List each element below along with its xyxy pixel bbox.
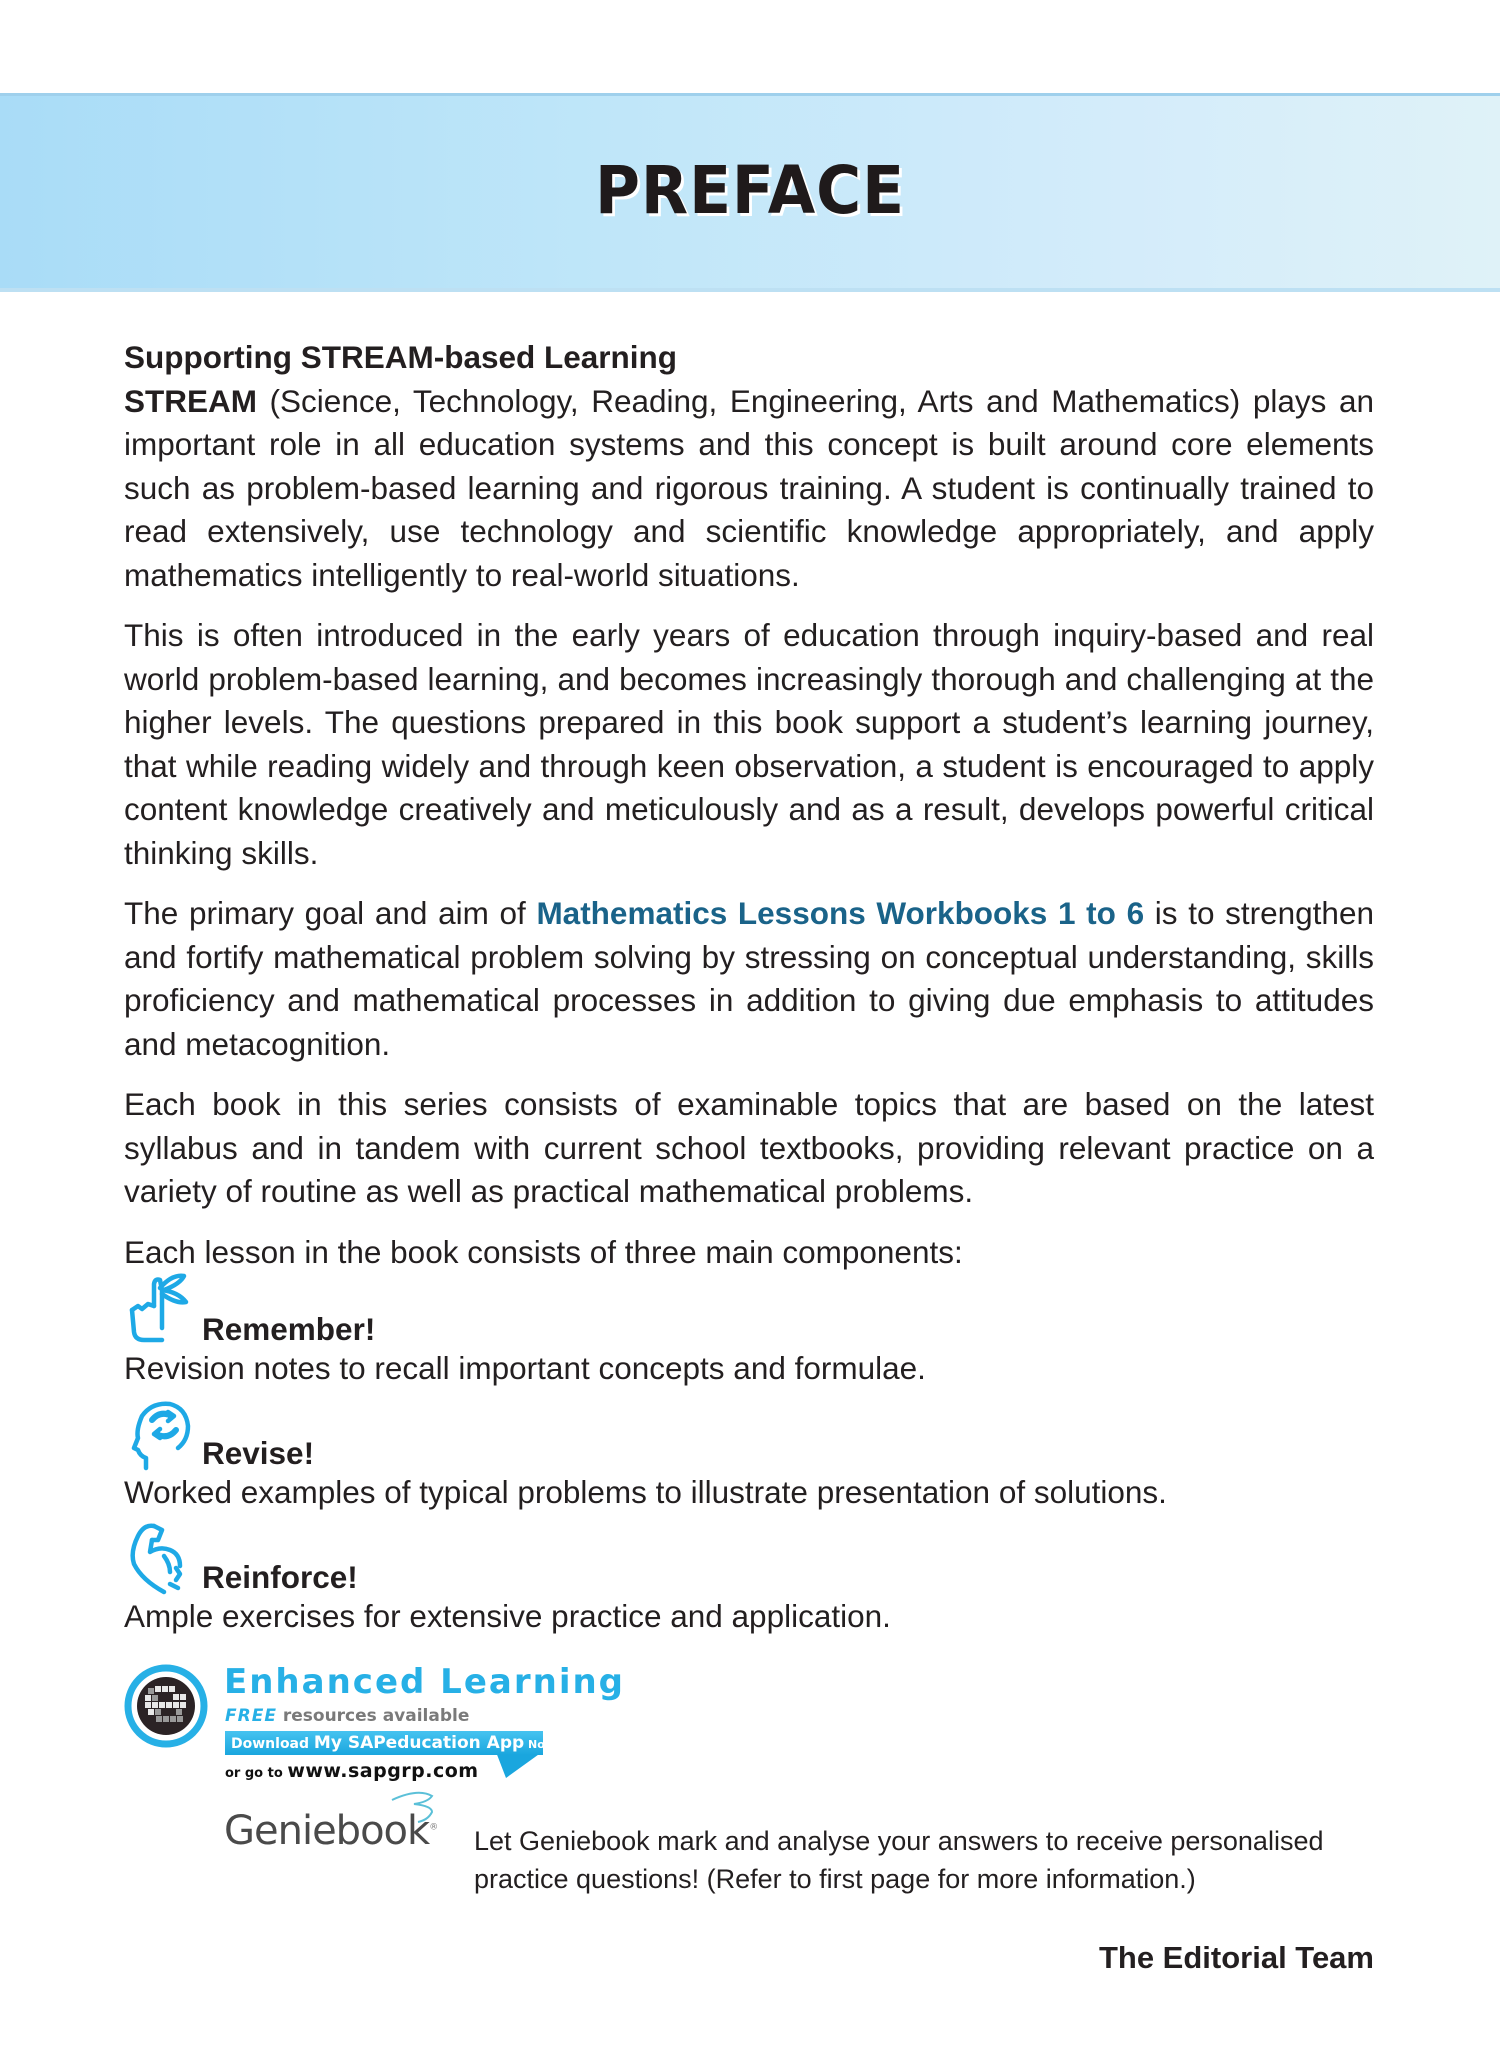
sap-app-logo-icon xyxy=(124,1664,208,1748)
paragraph-stream: STREAM (Science, Technology, Reading, Engineering, Arts and Mathematics) plays an important role in all education systems and this concept is built around core elements such as problem-based learning and rigorous training. A student is continually trained to read extensively, use technology and scientific knowledge appropriately, and apply mathematics intelligently to real-world situations. xyxy=(124,382,1374,593)
component-reinforce xyxy=(124,1522,1374,1636)
component-description: Revision notes to recall important concepts and formulae. xyxy=(124,1350,926,1386)
page-title: PREFACE xyxy=(594,152,906,229)
paragraph-components-intro: Each lesson in the book consists of three main components: xyxy=(124,1233,963,1270)
component-remember xyxy=(124,1274,1374,1388)
component-revise xyxy=(124,1398,1374,1512)
title-banner xyxy=(0,93,1500,292)
speech-bubble-tail xyxy=(496,1752,542,1778)
preface-body xyxy=(124,336,1374,1646)
geniebook-description: Let Geniebook mark and analyse your answers to receive personalised practice questions! (Refer to first page for more information.) xyxy=(474,1826,1324,1894)
stream-term: STREAM xyxy=(124,382,257,419)
component-description: Worked examples of typical problems to illustrate presentation of solutions. xyxy=(124,1474,1167,1510)
enhanced-learning-title: Enhanced Learning xyxy=(224,1662,626,1702)
section-heading: Supporting STREAM-based Learning xyxy=(124,339,678,375)
flexed-arm-icon xyxy=(124,1518,202,1596)
finger-ribbon-icon xyxy=(124,1270,202,1348)
component-label: Revise! xyxy=(202,1435,315,1471)
website-link[interactable]: or go to www.sapgrp.com xyxy=(225,1760,479,1782)
component-description: Ample exercises for extensive practice and application. xyxy=(124,1598,891,1634)
head-refresh-icon xyxy=(124,1394,202,1472)
free-resources-text: FREE resources available xyxy=(225,1706,470,1726)
paragraph-inquiry: This is often introduced in the early years of education through inquiry-based and real world problem-based learning, and becomes increasingly thorough and challenging at the higher levels. The questions prepared in this book support a student’s learning journey, that while reading widely and through keen observation, a student is encouraged to apply content knowledge creatively and meticulously and as a result, develops powerful critical thinking skills. xyxy=(124,617,1374,871)
component-label: Reinforce! xyxy=(202,1559,358,1595)
paragraph-series: Each book in this series consists of examinable topics that are based on the latest syllabus and in tandem with current school textbooks, providing relevant practice on a variety of routine as well as practical mathematical problems. xyxy=(124,1086,1374,1209)
paragraph-goal: The primary goal and aim of Mathematics Lessons Workbooks 1 to 6 is to strengthen and fortify mathematical problem solving by stressing on conceptual understanding, skills proficiency and mathematical processes in addition to giving due emphasis to attitudes and metacognition. xyxy=(124,895,1374,1062)
geniebook-logo: Geniebook® xyxy=(224,1808,438,1854)
component-label: Remember! xyxy=(202,1311,376,1347)
download-app-button[interactable]: Download My SAPeducation App Now! xyxy=(225,1731,543,1755)
signoff: The Editorial Team xyxy=(1098,1940,1374,1975)
series-title: Mathematics Lessons Workbooks 1 to 6 xyxy=(536,895,1145,931)
enhanced-learning-badge[interactable] xyxy=(124,1662,694,1792)
